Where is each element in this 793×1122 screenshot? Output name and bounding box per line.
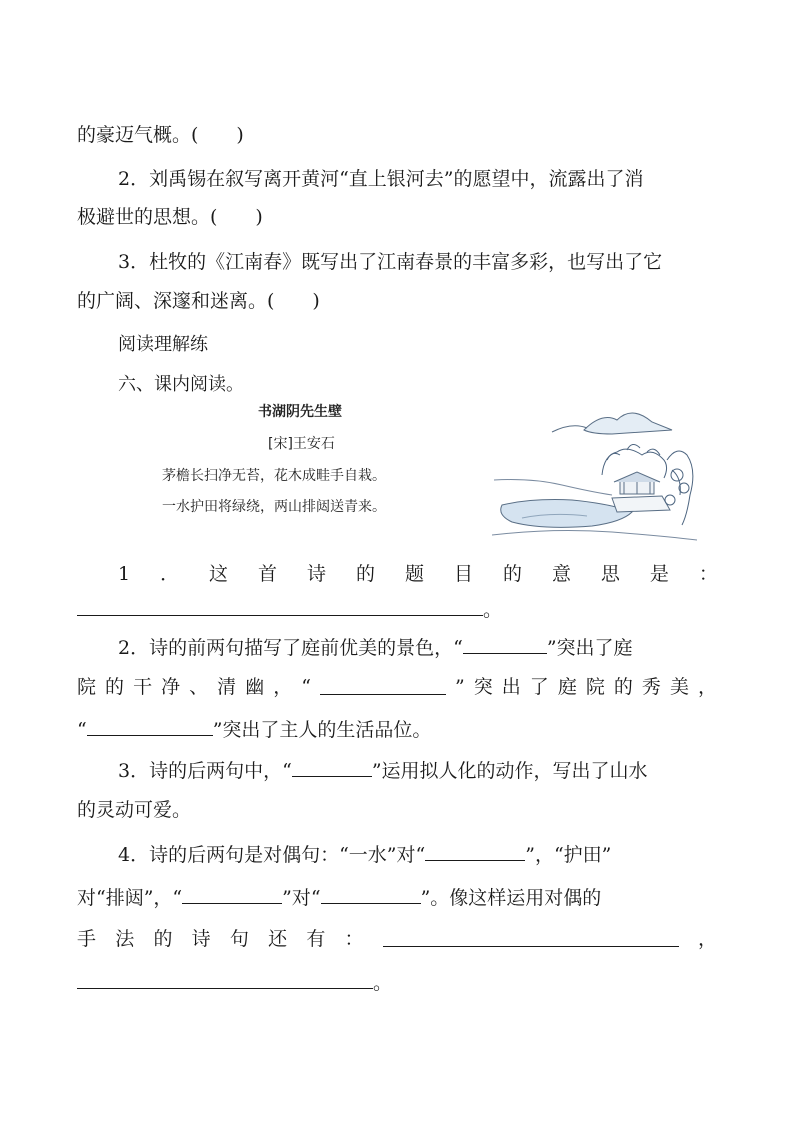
question-3-line1: 3．杜牧的《江南春》既写出了江南春景的丰富多彩，也写出了它 <box>118 251 663 273</box>
section-label: 阅读理解练 <box>118 334 208 355</box>
poem-author: [宋]王安石 <box>268 436 335 452</box>
text-char: 手 <box>77 928 97 950</box>
text-char: 意 <box>551 563 571 585</box>
text-char: 幽 <box>245 676 265 698</box>
text-char: ， <box>273 676 293 698</box>
reading-question-4-line2: 对“排闼”，“ ”对“ ”。像这样运用对偶的 <box>77 884 601 910</box>
text-char: ． <box>160 563 180 585</box>
text-char: 诗 <box>307 563 327 585</box>
question-2-line2: 极避世的思想。( ) <box>77 206 263 228</box>
text-char: 诗 <box>191 928 211 950</box>
question-2-line1: 2．刘禹锡在叙写离开黄河“直上银河去”的愿望中，流露出了消 <box>118 168 644 190</box>
text-char: 题 <box>404 563 424 585</box>
question-3-line2: 的广阔、深邃和迷离。( ) <box>77 290 320 312</box>
text-char: 清 <box>217 676 237 698</box>
text-char: 净 <box>161 676 181 698</box>
reading-question-4-line4: 。 <box>77 969 392 995</box>
reading-question-1-answer-line: 。 <box>77 596 502 622</box>
text-char: ” <box>455 676 465 698</box>
text-char: 干 <box>133 676 153 698</box>
reading-question-2-line3: “ ”突出了主人的生活品位。 <box>77 716 431 742</box>
answer-blank[interactable] <box>463 634 547 654</box>
answer-blank[interactable] <box>87 716 213 736</box>
text-char: 这 <box>209 563 229 585</box>
landscape-illustration <box>492 400 700 550</box>
text-char: 庭 <box>557 676 577 698</box>
reading-question-4-line3 <box>77 927 717 951</box>
answer-blank[interactable] <box>320 675 446 695</box>
poem-line-2: 一水护田将绿绕，两山排闼送青来。 <box>162 499 386 515</box>
text-char: 思 <box>600 563 620 585</box>
text-char: 有 <box>306 928 326 950</box>
text-char: 句 <box>229 928 249 950</box>
text-char: ： <box>344 928 364 950</box>
text-char: “ <box>301 676 311 698</box>
reading-question-2-line2 <box>77 675 717 699</box>
question-1-continuation: 的豪迈气概。( ) <box>77 124 244 146</box>
text-char: 的 <box>502 563 522 585</box>
text-char: 的 <box>356 563 376 585</box>
text-char: 的 <box>613 676 633 698</box>
text-char: 目 <box>453 563 473 585</box>
text-char: 的 <box>105 676 125 698</box>
answer-blank[interactable] <box>182 884 282 904</box>
reading-question-2-line1: 2．诗的前两句描写了庭前优美的景色，“ ”突出了庭 <box>118 634 633 660</box>
text-char: 、 <box>189 676 209 698</box>
text-char: 出 <box>501 676 521 698</box>
reading-question-4-line1: 4．诗的后两句是对偶句：“一水”对“ ”，“护田” <box>118 841 611 867</box>
text-char: 首 <box>258 563 278 585</box>
reading-question-1 <box>118 562 718 586</box>
poem-title: 书湖阴先生壁 <box>258 404 342 420</box>
answer-blank[interactable] <box>77 596 483 616</box>
reading-question-3-line2: 的灵动可爱。 <box>77 799 192 821</box>
text-char: 院 <box>585 676 605 698</box>
text-char: 秀 <box>641 676 661 698</box>
text-char: ： <box>698 563 718 585</box>
poem-line-1: 茅檐长扫净无苔，花木成畦手自栽。 <box>162 468 386 484</box>
answer-blank[interactable] <box>383 927 679 947</box>
answer-blank[interactable] <box>425 841 525 861</box>
text-char: 还 <box>268 928 288 950</box>
answer-blank[interactable] <box>77 969 373 989</box>
text-char: 突 <box>473 676 493 698</box>
answer-blank[interactable] <box>292 757 372 777</box>
text-char: 是 <box>649 563 669 585</box>
text-char: 法 <box>115 928 135 950</box>
text-char: 院 <box>77 676 97 698</box>
reading-question-3-line1: 3．诗的后两句中，“ ”运用拟人化的动作，写出了山水 <box>118 757 648 783</box>
text-char: 1 <box>118 563 131 585</box>
text-char: 了 <box>529 676 549 698</box>
text-char: 美 <box>669 676 689 698</box>
section-six-heading: 六、课内阅读。 <box>118 374 244 395</box>
text-char: ， <box>697 676 717 698</box>
answer-blank[interactable] <box>321 884 421 904</box>
text-char: ， <box>697 928 717 950</box>
text-char: 的 <box>153 928 173 950</box>
